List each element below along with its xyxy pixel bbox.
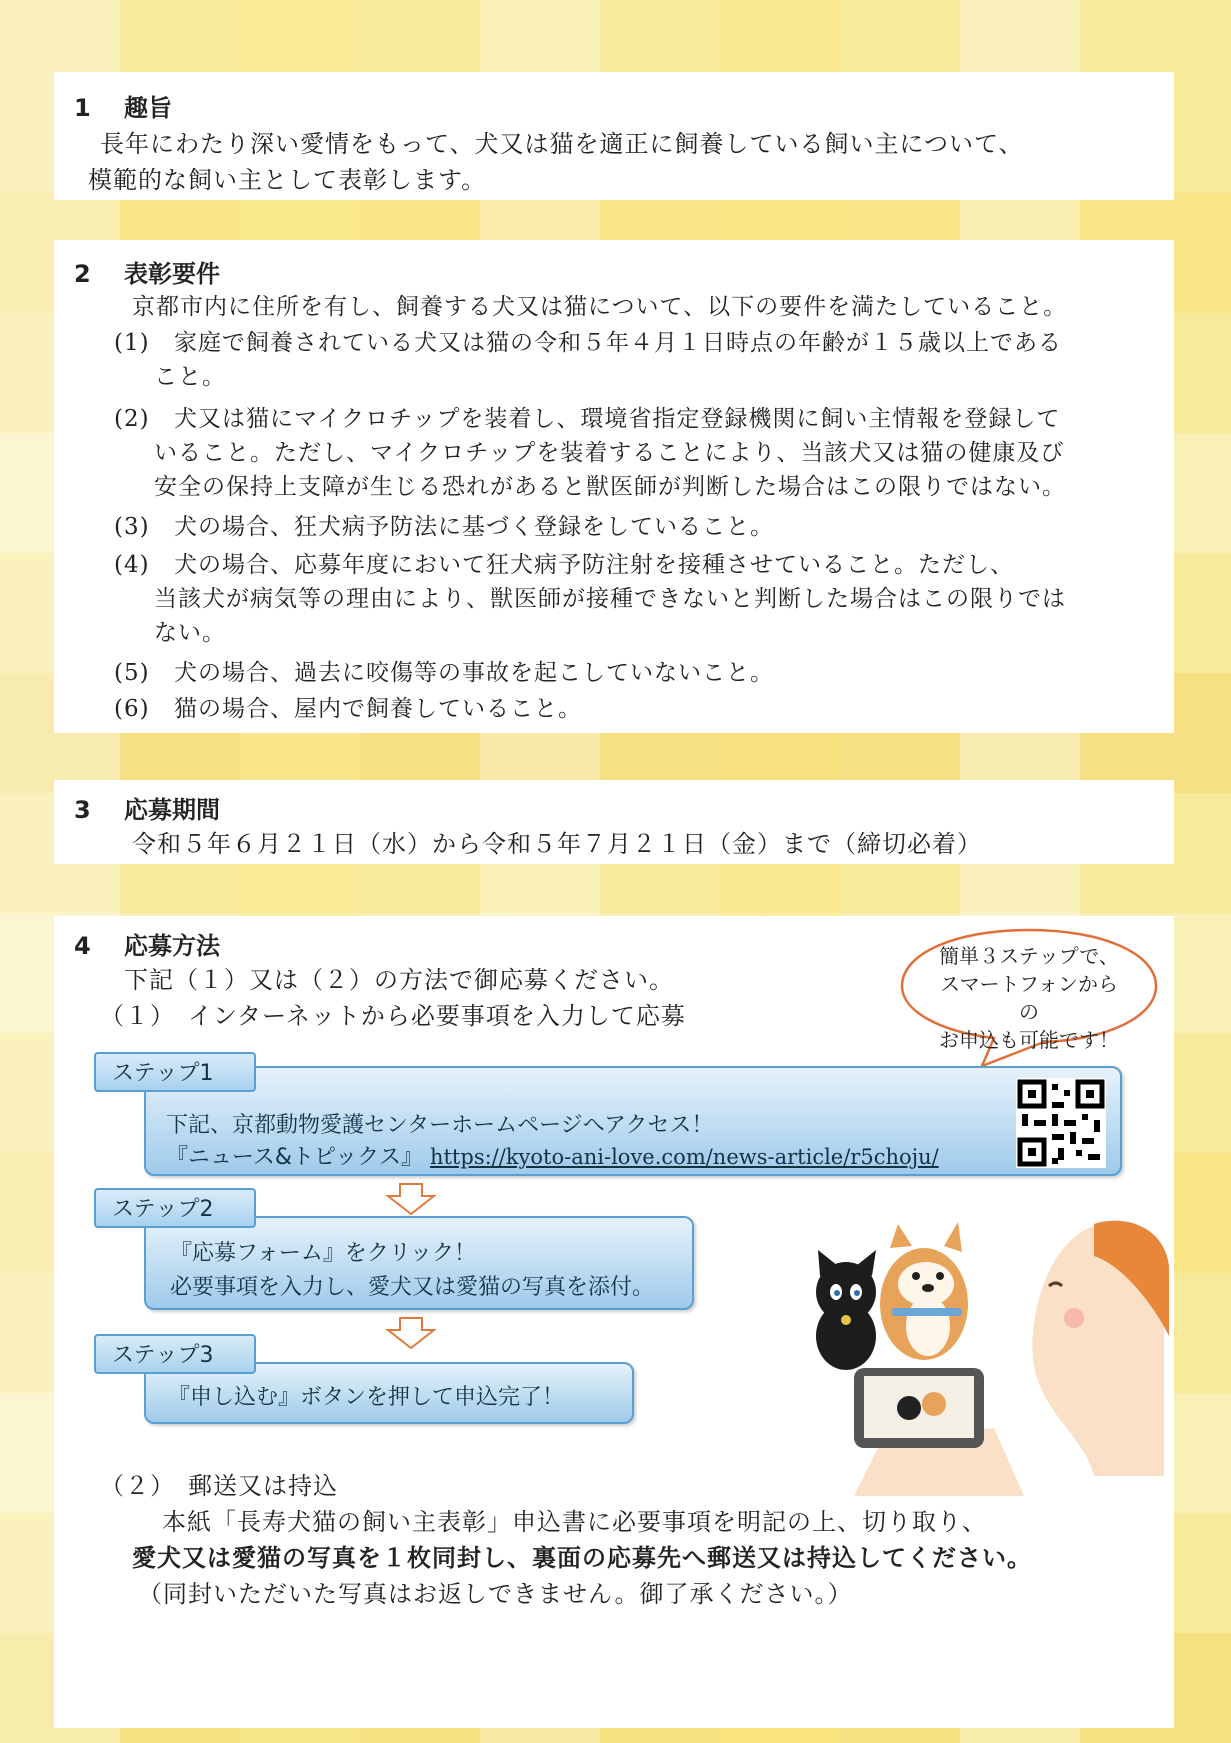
- step-2-line-2: 必要事項を入力し、愛犬又は愛猫の写真を添付。: [170, 1275, 655, 1300]
- pets-smartphone-illustration: [794, 1196, 1174, 1496]
- requirement-item: (3) 犬の場合、狂犬病予防法に基づく登録をしていること。: [114, 514, 774, 540]
- step-1-line-2: 『ニュース&トピックス』 https://kyoto-ani-love.com/news-article/r5choju/: [166, 1145, 939, 1170]
- requirement-item-cont: 安全の保持上支障が生じる恐れがあると獣医師が判断した場合はこの限りではない。: [154, 474, 1066, 500]
- step-2-tab: ステップ2: [94, 1188, 256, 1228]
- step-1-box: [144, 1066, 1122, 1176]
- method-2-line-2: 愛犬又は愛猫の写真を１枚同封し、裏面の応募先へ郵送又は持込してください。: [132, 1543, 1032, 1572]
- step-3-line-1: 『申し込む』ボタンを押して申込完了！: [168, 1385, 565, 1410]
- section-requirements: [54, 240, 1174, 733]
- step-3-tab: ステップ3: [94, 1334, 256, 1374]
- section-number: 2: [74, 260, 91, 288]
- step-2-box: [144, 1216, 694, 1310]
- requirement-item: (1) 家庭で飼養されている犬又は猫の令和５年４月１日時点の年齢が１５歳以上である: [114, 330, 1062, 356]
- qr-code-icon: [1016, 1078, 1106, 1168]
- section-title: 表彰要件: [124, 260, 220, 288]
- application-intro: 下記（１）又は（２）の方法で御応募ください。: [124, 966, 674, 994]
- section-title: 趣旨: [124, 94, 172, 122]
- requirement-item: (2) 犬又は猫にマイクロチップを装着し、環境省指定登録機関に飼い主情報を登録して: [114, 406, 1061, 432]
- requirement-item: (6) 猫の場合、屋内で飼養していること。: [114, 696, 582, 722]
- period-text: 令和５年６月２１日（水）から令和５年７月２１日（金）まで（締切必着）: [132, 830, 982, 858]
- section-number: 1: [74, 94, 91, 122]
- method-2-note: （同封いただいた写真はお返しできません。御了承ください。）: [138, 1580, 853, 1608]
- requirement-item-cont: ない。: [154, 620, 226, 646]
- step-1-line-1: 下記、京都動物愛護センターホームページへアクセス！: [166, 1113, 714, 1138]
- section-3-heading: [74, 790, 220, 825]
- method-2-line-1: 本紙「長寿犬猫の飼い主表彰」申込書に必要事項を明記の上、切り取り、: [162, 1508, 987, 1536]
- down-arrow-icon: [384, 1182, 438, 1216]
- section-title: 応募期間: [124, 796, 220, 824]
- method-1-heading: （１） インターネットから必要事項を入力して応募: [100, 1002, 686, 1030]
- requirements-intro: 京都市内に住所を有し、飼養する犬又は猫について、以下の要件を満たしていること。: [132, 294, 1068, 320]
- requirement-item-cont: こと。: [154, 364, 226, 390]
- section-4-heading: [74, 926, 220, 961]
- down-arrow-icon: [384, 1316, 438, 1350]
- section-purpose: [54, 72, 1174, 200]
- step-2-line-1: 『応募フォーム』をクリック！: [170, 1241, 477, 1266]
- requirement-item-cont: 当該犬が病気等の理由により、獣医師が接種できないと判断した場合はこの限りでは: [154, 586, 1066, 612]
- method-2-heading: （２） 郵送又は持込: [100, 1472, 338, 1500]
- requirement-item-cont: いること。ただし、マイクロチップを装着することにより、当該犬又は猫の健康及び: [154, 440, 1065, 466]
- section-title: 応募方法: [124, 932, 220, 960]
- requirement-item: (5) 犬の場合、過去に咬傷等の事故を起こしていないこと。: [114, 660, 774, 686]
- section-1-heading: [74, 88, 172, 123]
- requirement-item: (4) 犬の場合、応募年度において狂犬病予防注射を接種させていること。ただし、: [114, 552, 1014, 578]
- purpose-line-1: 長年にわたり深い愛情をもって、犬又は猫を適正に飼養している飼い主について、: [100, 130, 1024, 158]
- section-number: 3: [74, 796, 91, 824]
- section-2-heading: [74, 254, 220, 289]
- section-number: 4: [74, 932, 91, 960]
- speech-bubble-text: 簡単３ステップで、 スマートフォンからの お申込も可能です！: [939, 944, 1119, 1052]
- section-application: [54, 916, 1174, 1728]
- step-1-tab: ステップ1: [94, 1052, 256, 1092]
- homepage-link[interactable]: https://kyoto-ani-love.com/news-article/r5choju/: [429, 1145, 939, 1169]
- purpose-line-2: 模範的な飼い主として表彰します。: [88, 166, 487, 194]
- section-period: [54, 780, 1174, 864]
